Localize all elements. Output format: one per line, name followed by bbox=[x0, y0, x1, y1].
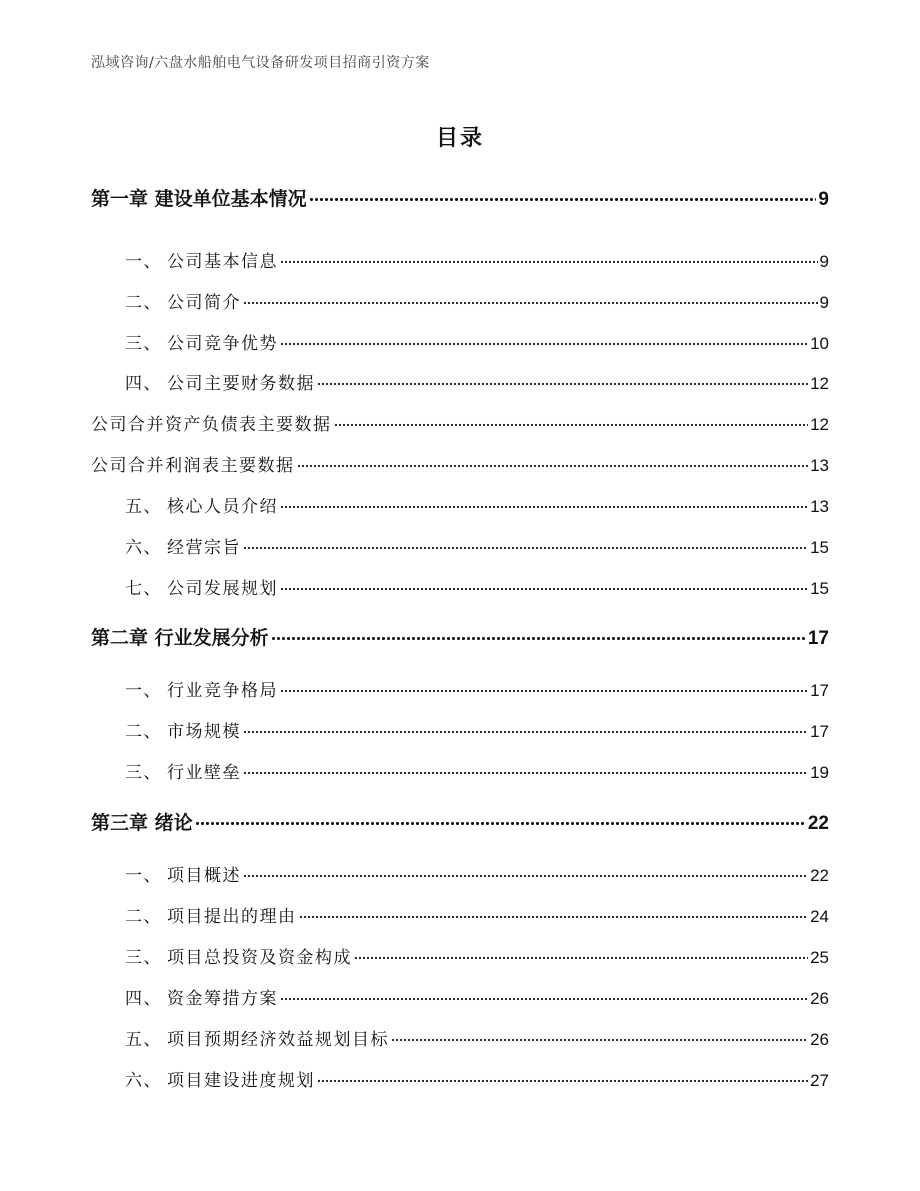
dot-leader bbox=[309, 197, 817, 202]
dot-leader bbox=[243, 546, 808, 550]
toc-entry-title: 经营宗旨 bbox=[167, 538, 241, 558]
toc-page-number: 22 bbox=[810, 866, 829, 885]
toc-section-1-5[interactable] bbox=[91, 492, 829, 517]
toc-entry-title: 行业壁垒 bbox=[167, 763, 241, 783]
toc-subsection-1-4b[interactable] bbox=[91, 451, 829, 476]
toc-page-number: 12 bbox=[810, 415, 829, 434]
page-header: 泓域咨询/六盘水船舶电气设备研发项目招商引资方案 bbox=[91, 55, 430, 71]
dot-leader bbox=[317, 382, 808, 386]
toc-section-2-1[interactable] bbox=[91, 676, 829, 701]
toc-page-number: 17 bbox=[810, 722, 829, 741]
toc-section-1-3[interactable] bbox=[91, 329, 829, 354]
toc-entry-title: 资金筹措方案 bbox=[167, 989, 278, 1009]
section-number: 一、 bbox=[125, 252, 162, 272]
toc-section-1-2[interactable] bbox=[91, 288, 829, 313]
section-number: 六、 bbox=[125, 1071, 162, 1091]
toc-page-number: 25 bbox=[810, 948, 829, 967]
toc-section-3-3[interactable] bbox=[91, 943, 829, 968]
section-number: 二、 bbox=[125, 722, 162, 742]
toc-section-1-7[interactable] bbox=[91, 574, 829, 599]
toc-section-1-6[interactable] bbox=[91, 533, 829, 558]
toc-entry-title: 第二章 行业发展分析 bbox=[91, 627, 269, 649]
dot-leader bbox=[391, 1038, 808, 1042]
toc-page-number: 17 bbox=[810, 681, 829, 700]
toc-page-number: 24 bbox=[810, 907, 829, 926]
toc-chapter-2[interactable] bbox=[91, 623, 829, 650]
toc-entry-title: 项目总投资及资金构成 bbox=[167, 948, 352, 968]
dot-leader bbox=[243, 301, 818, 305]
toc-page-number: 12 bbox=[810, 374, 829, 393]
toc-entry-title: 项目预期经济效益规划目标 bbox=[167, 1030, 389, 1050]
dot-leader bbox=[354, 956, 808, 960]
toc-entry-title: 市场规模 bbox=[167, 722, 241, 742]
toc-entry-title: 公司主要财务数据 bbox=[167, 374, 315, 394]
toc-entry-title: 核心人员介绍 bbox=[167, 497, 278, 517]
toc-entry-title: 第一章 建设单位基本情况 bbox=[91, 188, 307, 210]
toc-entry-title: 行业竞争格局 bbox=[167, 681, 278, 701]
section-number: 二、 bbox=[125, 907, 162, 927]
section-number: 六、 bbox=[125, 538, 162, 558]
toc-page-number: 26 bbox=[810, 989, 829, 1008]
toc-page-number: 15 bbox=[810, 538, 829, 557]
dot-leader bbox=[280, 342, 808, 346]
dot-leader bbox=[243, 730, 808, 734]
toc-section-3-4[interactable] bbox=[91, 984, 829, 1009]
toc-subsection-1-4a[interactable] bbox=[91, 410, 829, 435]
toc-section-1-4[interactable] bbox=[91, 369, 829, 394]
toc-entry-title: 公司基本信息 bbox=[167, 252, 278, 272]
section-number: 四、 bbox=[125, 374, 162, 394]
toc-section-2-2[interactable] bbox=[91, 717, 829, 742]
toc-title: 目录 bbox=[435, 126, 484, 151]
toc-page-number: 27 bbox=[810, 1071, 829, 1090]
toc-section-3-1[interactable] bbox=[91, 861, 829, 886]
toc-entry-title: 公司竞争优势 bbox=[167, 334, 278, 354]
dot-leader bbox=[280, 505, 808, 509]
toc-page-number: 26 bbox=[810, 1030, 829, 1049]
section-number: 五、 bbox=[125, 497, 162, 517]
dot-leader bbox=[317, 1079, 808, 1083]
section-number: 三、 bbox=[125, 334, 162, 354]
toc-page-number: 10 bbox=[810, 334, 829, 353]
toc-entry-title: 第三章 绪论 bbox=[91, 812, 193, 834]
toc-page-number: 13 bbox=[810, 497, 829, 516]
toc-page-number: 15 bbox=[810, 579, 829, 598]
dot-leader bbox=[280, 587, 808, 591]
section-number: 七、 bbox=[125, 579, 162, 599]
section-number: 五、 bbox=[125, 1030, 162, 1050]
toc-entry-title: 公司合并利润表主要数据 bbox=[91, 456, 295, 476]
dot-leader bbox=[297, 464, 809, 468]
dot-leader bbox=[334, 423, 809, 427]
dot-leader bbox=[195, 821, 806, 826]
section-number: 一、 bbox=[125, 866, 162, 886]
toc-page-number: 9 bbox=[818, 189, 829, 210]
toc-entry-title: 项目提出的理由 bbox=[167, 907, 297, 927]
toc-section-2-3[interactable] bbox=[91, 758, 829, 783]
toc-page-number: 17 bbox=[807, 628, 829, 649]
toc-page-number: 19 bbox=[810, 763, 829, 782]
section-number: 一、 bbox=[125, 681, 162, 701]
section-number: 三、 bbox=[125, 763, 162, 783]
section-number: 二、 bbox=[125, 293, 162, 313]
toc-entry-title: 项目建设进度规划 bbox=[167, 1071, 315, 1091]
toc-chapter-3[interactable] bbox=[91, 808, 829, 835]
dot-leader bbox=[243, 771, 808, 775]
toc-page-number: 22 bbox=[807, 813, 829, 834]
toc-page-number: 9 bbox=[819, 252, 829, 271]
dot-leader bbox=[271, 636, 806, 641]
dot-leader bbox=[243, 874, 808, 878]
dot-leader bbox=[280, 260, 818, 264]
toc-section-1-1[interactable] bbox=[91, 247, 829, 272]
toc-entry-title: 公司发展规划 bbox=[167, 579, 278, 599]
toc-section-3-2[interactable] bbox=[91, 902, 829, 927]
toc-section-3-6[interactable] bbox=[91, 1066, 829, 1091]
dot-leader bbox=[280, 997, 808, 1001]
toc-page-number: 9 bbox=[819, 293, 829, 312]
dot-leader bbox=[299, 915, 809, 919]
toc-entry-title: 公司合并资产负债表主要数据 bbox=[91, 415, 332, 435]
section-number: 四、 bbox=[125, 989, 162, 1009]
toc-entry-title: 公司简介 bbox=[167, 293, 241, 313]
section-number: 三、 bbox=[125, 948, 162, 968]
toc-entry-title: 项目概述 bbox=[167, 866, 241, 886]
toc-section-3-5[interactable] bbox=[91, 1025, 829, 1050]
toc-chapter-1[interactable] bbox=[91, 184, 829, 211]
dot-leader bbox=[280, 689, 808, 693]
toc-page-number: 13 bbox=[810, 456, 829, 475]
